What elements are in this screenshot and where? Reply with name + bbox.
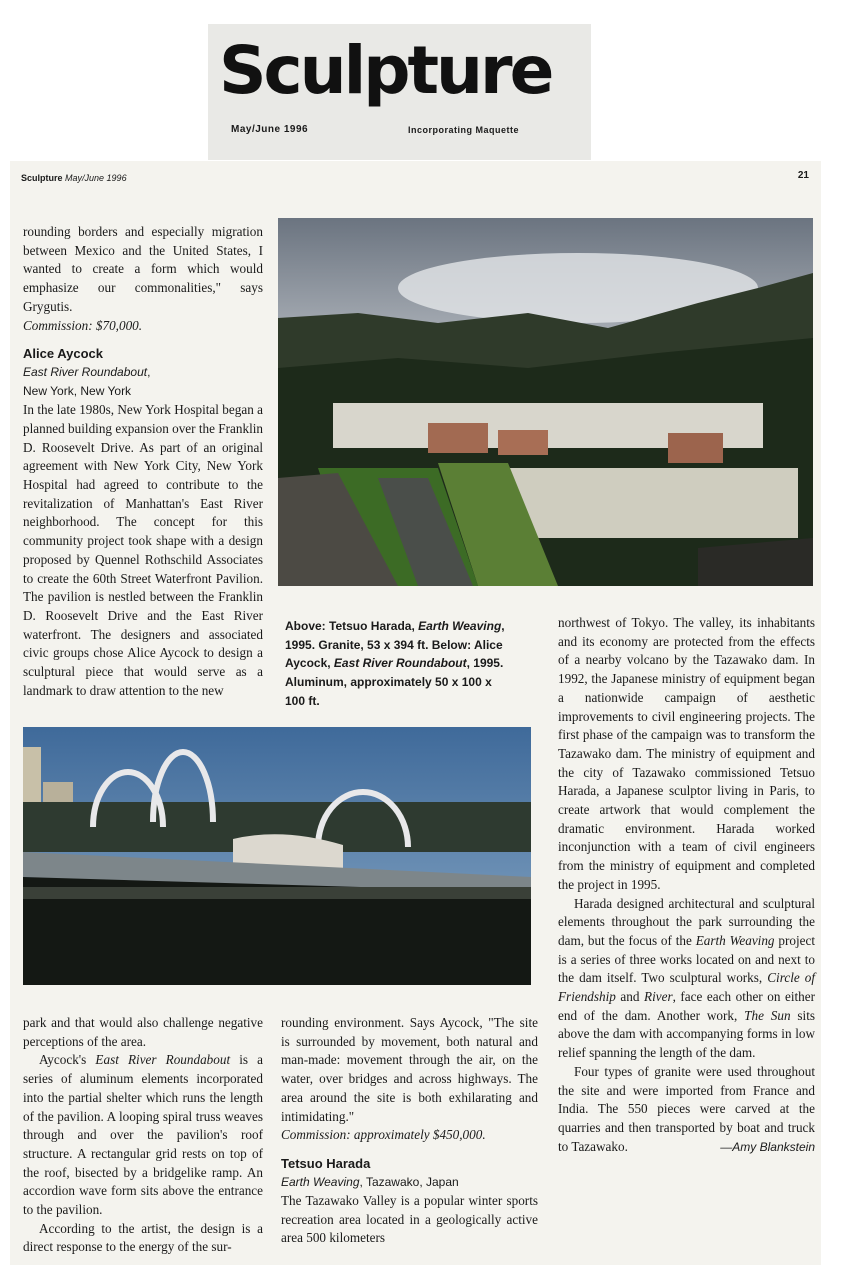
masthead-tagline: Incorporating Maquette	[408, 125, 520, 135]
running-head-issue: May/June 1996	[65, 173, 127, 183]
harada-paragraph-1: The Tazawako Valley is a popular winter sports recreation area located in a geologically active area 500 kilometers	[281, 1192, 538, 1246]
work-title-aycock: East River Roundabout,	[23, 365, 151, 380]
earth-weaving-image	[278, 218, 813, 586]
aycock-paragraph-2: park and that would also challenge negative perceptions of the area.	[23, 1015, 263, 1049]
harada-paragraph-4: Four types of granite were used throughout the site and were imported from France and India. The 550 pieces were carved at the quarries and then transported by boat and truck to Tazawako. —Amy Blankstein	[558, 1063, 815, 1157]
aycock-paragraph-5: rounding environment. Says Aycock, "The site is surrounded by movement, both natural and man-made: movement through the air, on the water, over bridges and across highways. The area around the site is both exhilarating and intimidating."	[281, 1015, 538, 1124]
photo-caption: Above: Tetsuo Harada, Earth Weaving, 1995. Granite, 53 x 394 ft. Below: Alice Aycock, East River Roundabout, 1995. Aluminum, approximately 50 x 100 x 100 ft.	[285, 619, 505, 708]
column-1-bottom	[23, 1014, 263, 1257]
photo-east-river-roundabout	[23, 727, 531, 985]
commission-aycock: Commission: approximately $450,000.	[281, 1127, 486, 1143]
column-2-bottom	[281, 1014, 538, 1248]
harada-paragraph-3: Harada designed architectural and sculptural elements throughout the park surrounding the dam, but the focus of the Earth Weaving project is a series of three works located on and next to the dam itself. Two sculptural works, Circle of Friendship and River, face each other on either end of the dam. Another work, The Sun sits above the dam with accompanying forms in low relief spanning the length of the dam.	[558, 895, 816, 1061]
aycock-paragraph-3: Aycock's East River Roundabout is a series of aluminum elements incorporated into the partial shelter which runs the length of the pavilion. A looping spiral truss weaves through and over the pavilion's roof structure. A rectangular grid rests on top of the roof, bisected by a bridgelike ramp. An accordion wave form sits above the entrance to the pavilion.	[23, 1052, 263, 1218]
aycock-paragraph-4: According to the artist, the design is a direct response to the energy of the sur-	[23, 1220, 263, 1255]
masthead-issue: May/June 1996	[231, 124, 309, 135]
artist-heading-harada: Tetsuo Harada	[281, 1155, 371, 1171]
masthead	[208, 24, 591, 160]
continued-text: rounding borders and especially migration between Mexico and the United States, I wanted to create a form which would emphasize our commonalities," says Grygutis.	[23, 224, 263, 314]
magazine-page	[10, 161, 821, 1265]
work-location-aycock: New York, New York	[23, 384, 132, 399]
column-1-top	[23, 223, 263, 700]
running-head	[21, 173, 127, 183]
author-signature: —Amy Blankstein	[720, 1139, 815, 1154]
aycock-paragraph-1: In the late 1980s, New York Hospital began a planned building expansion over the Franklin D. Roosevelt Drive. As part of an original agreement with New York City, New York Hospital had agreed to contribute to the revitalization of Manhattan's East River neighborhood. The concept for this community project took shape with a design proposed by Quennel Rothschild Associates to create the 60th Street Waterfront Pavilion. The pavilion is nestled between the Franklin D. Roosevelt Drive and the East River waterfront. The designers and associated civic groups chose Alice Aycock to design a sculptural piece that would serve as a landmark to draw attention to the new	[23, 402, 263, 698]
page-number: 21	[797, 170, 809, 181]
east-river-roundabout-image	[23, 727, 531, 985]
photo-earth-weaving	[278, 218, 813, 586]
magazine-logo: Sculpture	[219, 32, 552, 109]
work-title-harada: Earth Weaving, Tazawako, Japan	[281, 1174, 459, 1189]
artist-heading-aycock: Alice Aycock	[23, 346, 103, 362]
running-head-magazine: Sculpture	[21, 173, 63, 183]
column-3	[558, 614, 815, 1156]
commission-grygutis: Commission: $70,000.	[23, 317, 143, 333]
harada-paragraph-2: northwest of Tokyo. The valley, its inhabitants and its economy are protected from the effects of a nearby volcano by the Tazawako dam. In 1992, the Japanese ministry of equipment began a nationwide campaign of aesthetic improvements to civil engineering projects. The first phase of the campaign was to transform the Tazawako dam. The ministry of equipment and the city of Tazawako commissioned Tetsuo Harada, a Japanese sculptor living in Paris, to create artwork that would complement the dramatic environment. Harada worked inconjunction with a team of civil engineers from the ministry of equipment and completed the project in 1995.	[558, 615, 815, 892]
